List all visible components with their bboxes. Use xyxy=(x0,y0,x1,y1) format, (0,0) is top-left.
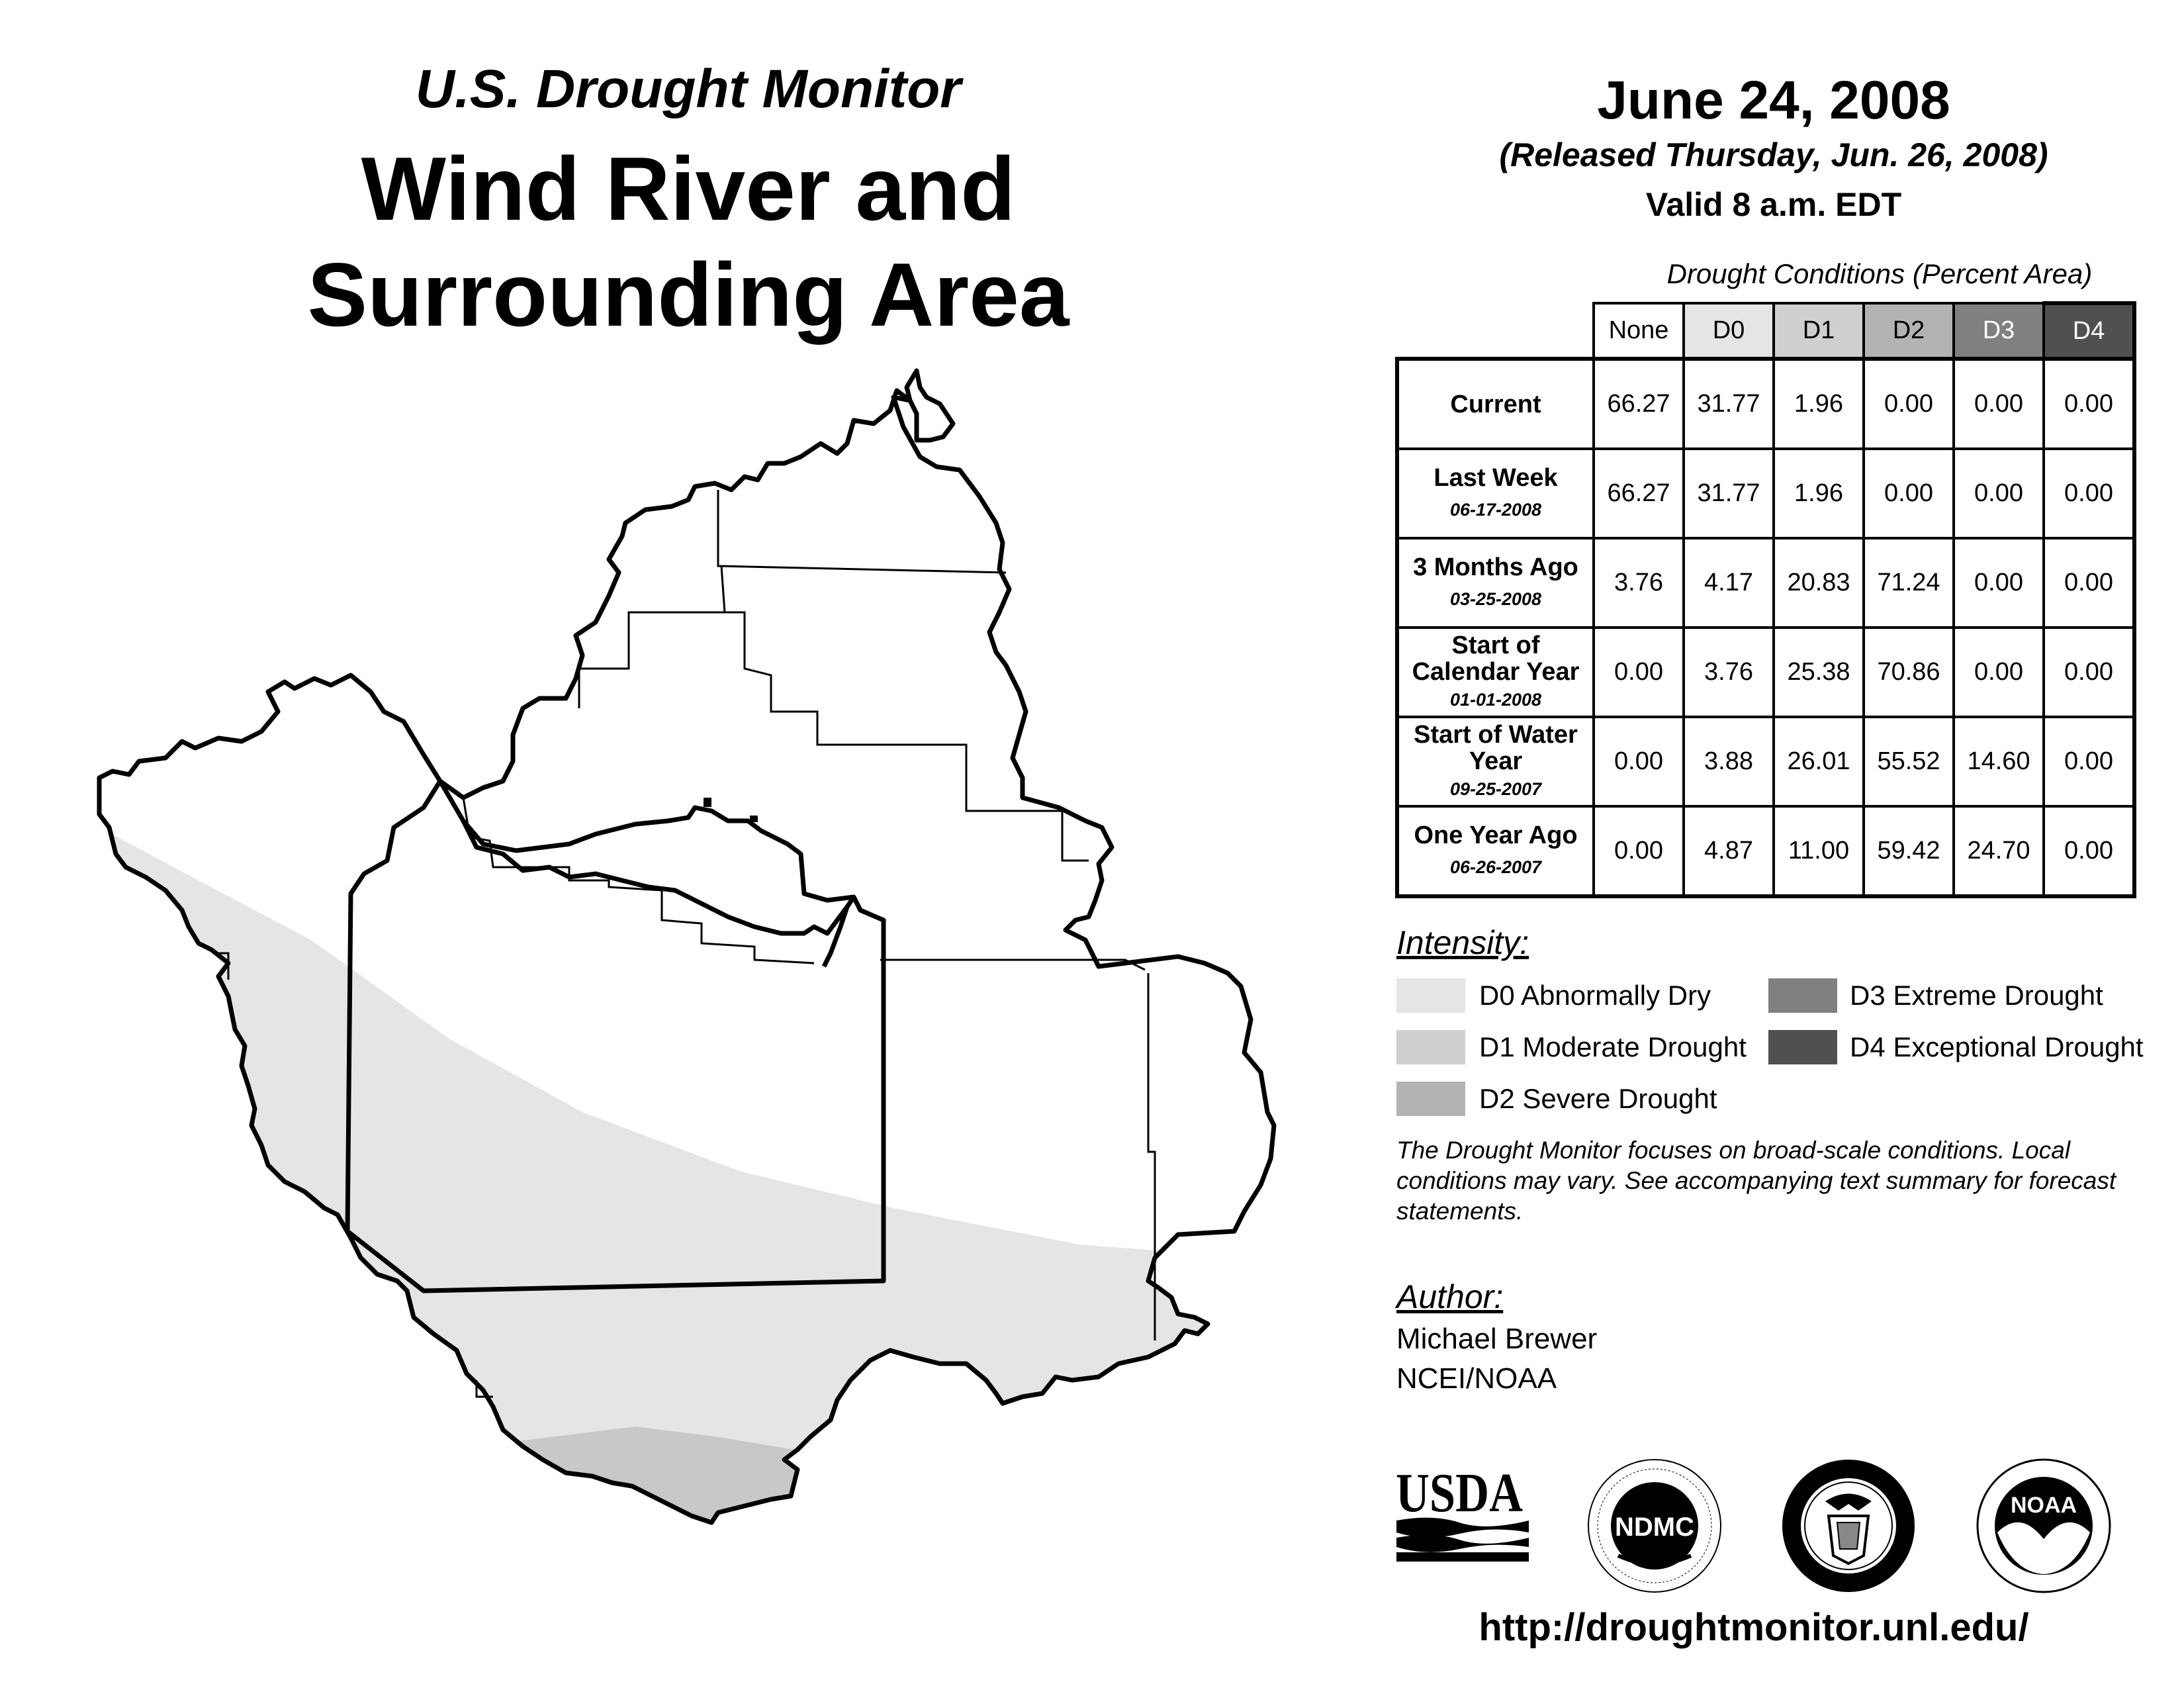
legend-label-d2: D2 Severe Drought xyxy=(1479,1083,1717,1114)
table-cell: 66.27 xyxy=(1594,449,1684,538)
table-cell: 1.96 xyxy=(1774,359,1864,449)
table-cell: 0.00 xyxy=(1594,628,1684,717)
monitor-subtitle: U.S. Drought Monitor xyxy=(415,59,962,119)
table-cell: 0.00 xyxy=(1954,359,2044,449)
table-cell: 70.86 xyxy=(1864,628,1954,717)
table-cell: 55.52 xyxy=(1864,717,1954,806)
row-label-text: One Year Ago xyxy=(1414,821,1578,849)
table-cell: 0.00 xyxy=(1954,538,2044,628)
commerce-seal xyxy=(1779,1456,1918,1595)
table-header-row xyxy=(1397,303,2134,359)
row-date: 03-25-2008 xyxy=(1449,588,1542,609)
region-title-line1: Wind River and xyxy=(361,138,1016,239)
map-marker xyxy=(750,816,758,822)
author-org: NCEI/NOAA xyxy=(1396,1362,1557,1395)
row-label-text: Start of Calendar Year xyxy=(1412,631,1580,686)
table-cell: 0.00 xyxy=(2044,538,2134,628)
ndmc-logo-text: NDMC xyxy=(1615,1513,1694,1542)
row-label xyxy=(1397,359,1594,449)
row-date: 01-01-2008 xyxy=(1449,689,1542,710)
map-date: June 24, 2008 xyxy=(1597,70,1950,130)
table-cell: 14.60 xyxy=(1954,717,2044,806)
table-cell: 0.00 xyxy=(1954,628,2044,717)
website-link[interactable]: http://droughtmonitor.unl.edu/ xyxy=(1479,1606,2029,1649)
row-label xyxy=(1397,538,1594,628)
table-row xyxy=(1397,359,2134,449)
table-cell: 0.00 xyxy=(2044,717,2134,806)
map-marker xyxy=(704,798,711,807)
table-caption: Drought Conditions (Percent Area) xyxy=(1666,258,2093,289)
table-row xyxy=(1397,806,2134,896)
table-cell: 0.00 xyxy=(1594,806,1684,896)
row-label-text: Start of Water Year xyxy=(1414,720,1578,775)
table-cell: 0.00 xyxy=(1954,449,2044,538)
table-row xyxy=(1397,449,2134,538)
table-cell: 0.00 xyxy=(2044,449,2134,538)
intensity-title: Intensity: xyxy=(1396,924,1529,961)
usda-logo xyxy=(1393,1460,1532,1566)
drought-shading xyxy=(66,827,1291,1589)
table-row xyxy=(1397,538,2134,628)
legend-label-d3: D3 Extreme Drought xyxy=(1850,980,2103,1011)
table-cell: 25.38 xyxy=(1774,628,1864,717)
table-cell: 31.77 xyxy=(1684,449,1774,538)
d1-area xyxy=(463,1427,821,1589)
disclaimer-note: The Drought Monitor focuses on broad-scale conditions. Local conditions may vary. See accompanying text summary for forecast statements. xyxy=(1396,1137,2116,1225)
region-title-line2: Surrounding Area xyxy=(307,244,1069,345)
column-header: D4 xyxy=(2044,303,2134,359)
legend-label-d1: D1 Moderate Drought xyxy=(1479,1031,1747,1062)
table-cell: 59.42 xyxy=(1864,806,1954,896)
table-cell: 4.17 xyxy=(1684,538,1774,628)
column-header: D0 xyxy=(1684,303,1774,359)
table-cell: 66.27 xyxy=(1594,359,1684,449)
table-cell: 20.83 xyxy=(1774,538,1864,628)
usda-logo-text: USDA xyxy=(1396,1462,1524,1524)
legend-label-d0: D0 Abnormally Dry xyxy=(1479,980,1711,1011)
row-label-text: 3 Months Ago xyxy=(1413,553,1578,581)
table-cell: 1.96 xyxy=(1774,449,1864,538)
row-label-text: Current xyxy=(1450,390,1541,418)
row-date: 06-26-2007 xyxy=(1449,857,1542,877)
table-cell: 31.77 xyxy=(1684,359,1774,449)
legend-swatch-d0 xyxy=(1396,978,1465,1013)
legend-swatch-d1 xyxy=(1396,1030,1465,1064)
row-date: 06-17-2008 xyxy=(1449,499,1542,520)
row-label xyxy=(1397,806,1594,896)
table-cell: 3.88 xyxy=(1684,717,1774,806)
release-date: (Released Thursday, Jun. 26, 2008) xyxy=(1499,136,2048,173)
table-cell: 0.00 xyxy=(1864,359,1954,449)
table-cell: 0.00 xyxy=(2044,359,2134,449)
author-name: Michael Brewer xyxy=(1396,1323,1598,1355)
table-cell: 0.00 xyxy=(1594,717,1684,806)
table-cell: 0.00 xyxy=(2044,806,2134,896)
noaa-logo-text: NOAA xyxy=(2010,1493,2077,1518)
table-cell: 3.76 xyxy=(1594,538,1684,628)
noaa-logo xyxy=(1974,1456,2113,1595)
legend-swatch-d4 xyxy=(1768,1030,1837,1064)
table-row xyxy=(1397,628,2134,717)
author-title: Author: xyxy=(1396,1278,1504,1315)
table-cell: 71.24 xyxy=(1864,538,1954,628)
table-cell: 0.00 xyxy=(1864,449,1954,538)
column-header: D2 xyxy=(1864,303,1954,359)
table-cell: 11.00 xyxy=(1774,806,1864,896)
row-label xyxy=(1397,628,1594,717)
legend-label-d4: D4 Exceptional Drought xyxy=(1850,1031,2144,1062)
table-cell: 26.01 xyxy=(1774,717,1864,806)
valid-time: Valid 8 a.m. EDT xyxy=(1645,186,1902,223)
ndmc-logo xyxy=(1585,1456,1724,1595)
drought-conditions-table xyxy=(1395,301,2136,898)
table-corner xyxy=(1397,303,1594,359)
row-date: 09-25-2007 xyxy=(1449,778,1542,799)
table-row xyxy=(1397,717,2134,806)
table-cell: 4.87 xyxy=(1684,806,1774,896)
row-label xyxy=(1397,449,1594,538)
row-label-text: Last Week xyxy=(1433,463,1558,492)
column-header: D1 xyxy=(1774,303,1864,359)
legend-swatch-d3 xyxy=(1768,978,1837,1013)
column-header: None xyxy=(1594,303,1684,359)
table-cell: 3.76 xyxy=(1684,628,1774,717)
row-label xyxy=(1397,717,1594,806)
table-cell: 0.00 xyxy=(2044,628,2134,717)
column-header: D3 xyxy=(1954,303,2044,359)
table-cell: 24.70 xyxy=(1954,806,2044,896)
legend-swatch-d2 xyxy=(1396,1082,1465,1116)
